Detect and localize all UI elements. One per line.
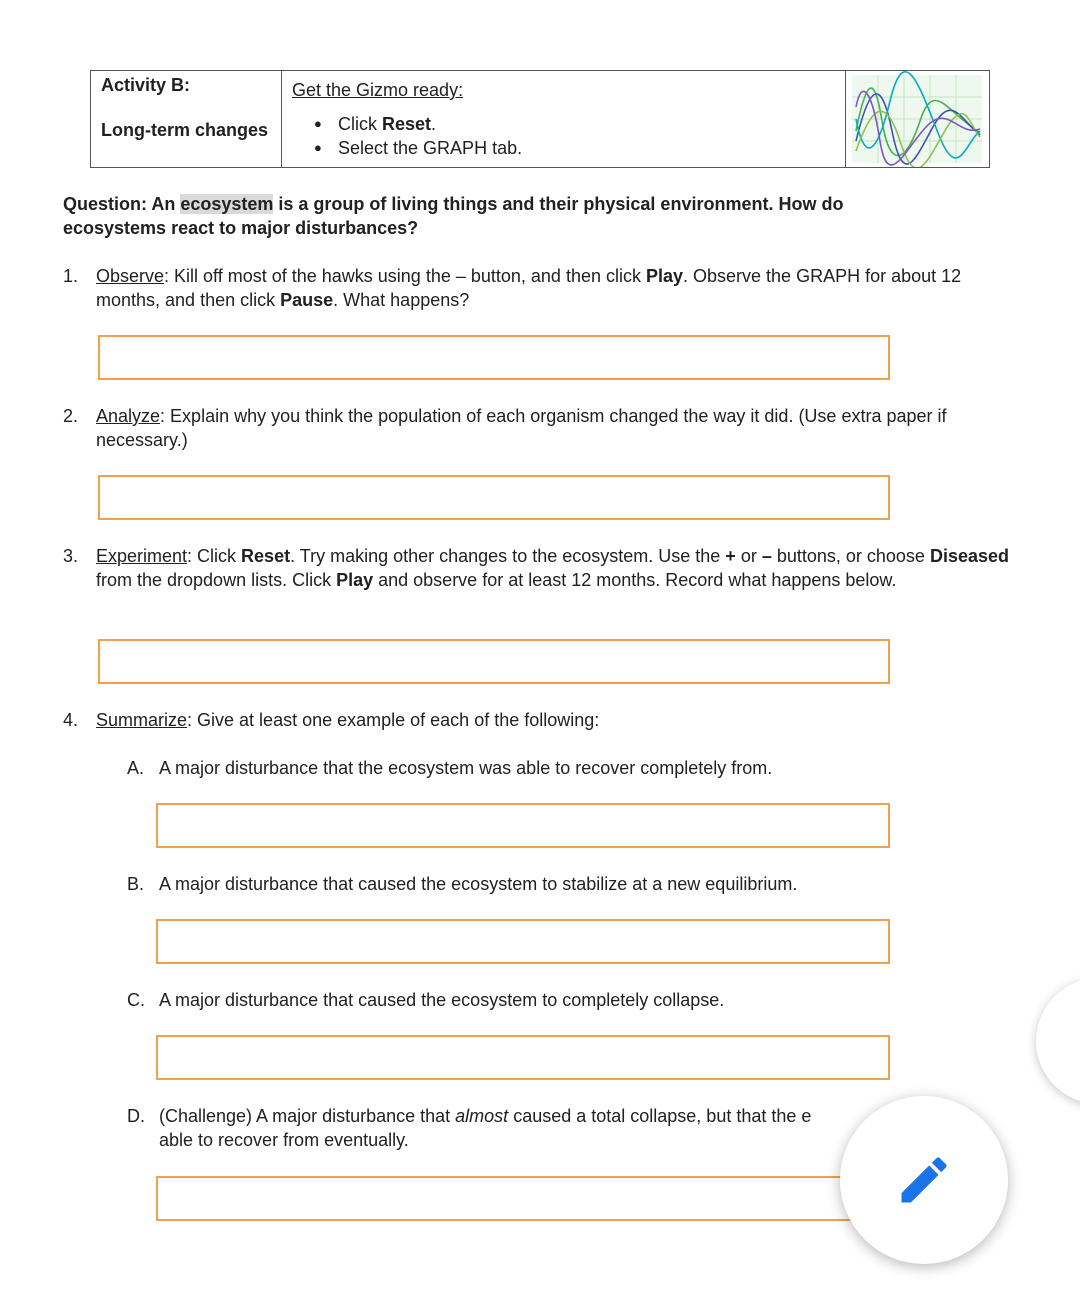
gizmo-step-graph: ● Select the GRAPH tab. (314, 136, 835, 160)
gizmo-instructions-cell (282, 71, 846, 167)
question-4: 4. Summarize: Give at least one example of each of the following: (63, 710, 600, 730)
gizmo-steps-list (292, 112, 835, 160)
answer-box-2[interactable] (98, 475, 890, 520)
edit-button[interactable] (840, 1096, 1008, 1264)
question-1: 1. Observe: Kill off most of the hawks using the – button, and then click Play. Observe the GRAPH for about 12 months, and then click Pause. What happens? (63, 266, 962, 310)
subquestion-c: C. A major disturbance that caused the ecosystem to completely collapse. (127, 990, 725, 1010)
answer-box-4c[interactable] (156, 1035, 890, 1080)
graph-thumbnail (846, 71, 989, 167)
observe-label: Observe (96, 266, 165, 286)
subquestion-a: A. A major disturbance that the ecosystem was able to recover completely from. (127, 758, 773, 778)
activity-label-cell (91, 71, 282, 167)
population-graph-thumbnail-icon (846, 71, 989, 167)
experiment-label: Experiment (96, 546, 188, 566)
main-question: Question: An ecosystem is a group of living things and their physical environment. How do ecosystems react to major disturbances? (63, 194, 844, 238)
subquestion-b: B. A major disturbance that caused the ecosystem to stabilize at a new equilibrium. (127, 874, 798, 894)
ecosystem-highlight: ecosystem (180, 194, 274, 214)
summarize-label: Summarize (96, 710, 188, 730)
answer-box-3[interactable] (98, 639, 890, 684)
answer-box-4b[interactable] (156, 919, 890, 964)
activity-header-table (90, 70, 990, 168)
activity-subtitle: Long-term changes (101, 120, 269, 140)
edit-pencil-icon (894, 1150, 954, 1210)
gizmo-heading: Get the Gizmo ready: (292, 80, 464, 100)
side-floating-panel[interactable] (1036, 978, 1080, 1104)
gizmo-step-reset: ● Click Reset. (314, 112, 835, 136)
answer-box-1[interactable] (98, 335, 890, 380)
analyze-label: Analyze (96, 406, 161, 426)
answer-box-4d[interactable] (156, 1176, 890, 1221)
answer-box-4a[interactable] (156, 803, 890, 848)
question-3: 3. Experiment: Click Reset. Try making other changes to the ecosystem. Use the + or – buttons, or choose Diseased from the dropdown lists. Click Play and observe for at least 12 months. Record what happens below. (63, 546, 1010, 590)
subquestion-d: D. (Challenge) A major disturbance that almost caused a total collapse, but that the e able to recover from eventually. (127, 1106, 812, 1150)
activity-title: Activity B: (101, 75, 191, 95)
question-2: 2. Analyze: Explain why you think the population of each organism changed the way it did. (Use extra paper if necessary.) (63, 406, 947, 450)
